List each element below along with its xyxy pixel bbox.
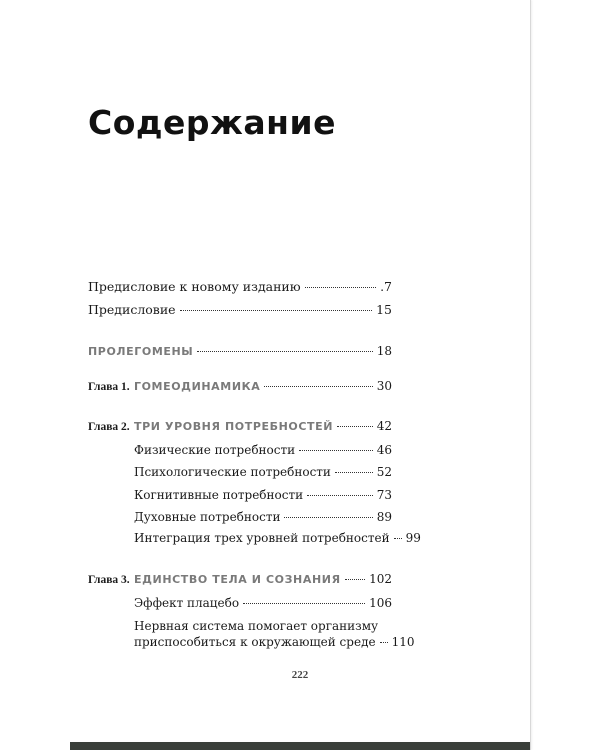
dot-leader <box>335 472 373 473</box>
toc-entry-page: 46 <box>376 443 392 457</box>
dot-leader <box>180 310 373 311</box>
dot-leader <box>305 287 376 288</box>
toc-entry-line2 <box>134 634 415 650</box>
toc-entry-page: 110 <box>391 635 415 649</box>
toc-entry-page: 18 <box>376 344 392 358</box>
toc-entry-title: Психологические потребности <box>134 465 331 479</box>
toc-subentry <box>134 442 392 458</box>
toc-section-title: ЕДИНСТВО ТЕЛА И СОЗНАНИЯ <box>134 573 341 586</box>
toc-entry-chapter-3 <box>88 571 392 588</box>
dot-leader <box>345 579 365 580</box>
toc-entry-chapter-2 <box>88 418 392 435</box>
table-of-contents <box>88 0 421 750</box>
dot-leader <box>299 450 373 451</box>
toc-entry-title: Когнитивные потребности <box>134 488 304 502</box>
page-number: 222 <box>291 669 309 681</box>
toc-section-title: ГОМЕОДИНАМИКА <box>134 380 261 393</box>
toc-entry-page: 99 <box>405 531 421 545</box>
toc-entry-title: Физические потребности <box>134 443 296 457</box>
toc-section-title: ПРОЛЕГОМЕНЫ <box>88 345 194 358</box>
toc-entry-page: 73 <box>376 488 392 502</box>
dot-leader <box>380 642 388 643</box>
chapter-label: Глава 3. <box>88 574 130 586</box>
toc-entry-page: 30 <box>376 379 392 393</box>
toc-entry-page: 52 <box>376 465 392 479</box>
dot-leader <box>337 426 373 427</box>
dot-leader <box>394 538 402 539</box>
toc-entry-prolegomena <box>88 343 392 360</box>
toc-entry-title: Предисловие <box>88 302 176 317</box>
toc-entry-title: Эффект плацебо <box>134 596 240 610</box>
toc-entry-title-line1: Нервная система помогает организму <box>134 619 379 633</box>
toc-entry-page: .7 <box>380 279 392 294</box>
toc-subentry <box>134 464 392 480</box>
toc-subentry <box>134 487 392 503</box>
dot-leader <box>264 386 372 387</box>
toc-entry-page: 106 <box>369 596 392 610</box>
toc-entry-chapter-1 <box>88 378 392 395</box>
toc-entry-page: 89 <box>376 510 392 524</box>
toc-entry-title-line2: приспособиться к окружающей среде <box>134 635 376 649</box>
toc-entry-title: Предисловие к новому изданию <box>88 279 301 294</box>
dot-leader <box>284 517 372 518</box>
toc-entry-title: Духовные потребности <box>134 510 281 524</box>
toc-subentry <box>134 595 392 611</box>
toc-entry-title: Интеграция трех уровней потребностей <box>134 531 390 545</box>
toc-entry-page: 15 <box>376 302 392 317</box>
page-title: Содержание <box>88 103 336 142</box>
toc-entry-preface <box>88 302 392 318</box>
toc-subentry <box>134 530 421 546</box>
toc-section-title: ТРИ УРОВНЯ ПОТРЕБНОСТЕЙ <box>134 420 334 433</box>
dot-leader <box>243 603 365 604</box>
toc-subentry-multiline <box>134 618 415 650</box>
toc-entry-page: 42 <box>376 419 392 433</box>
chapter-label: Глава 2. <box>88 421 130 433</box>
toc-entry-page: 102 <box>369 572 392 586</box>
toc-entry-preface-new <box>88 279 392 295</box>
toc-subentry <box>134 509 392 525</box>
chapter-label: Глава 1. <box>88 381 130 393</box>
dot-leader <box>307 495 373 496</box>
dot-leader <box>197 351 372 352</box>
